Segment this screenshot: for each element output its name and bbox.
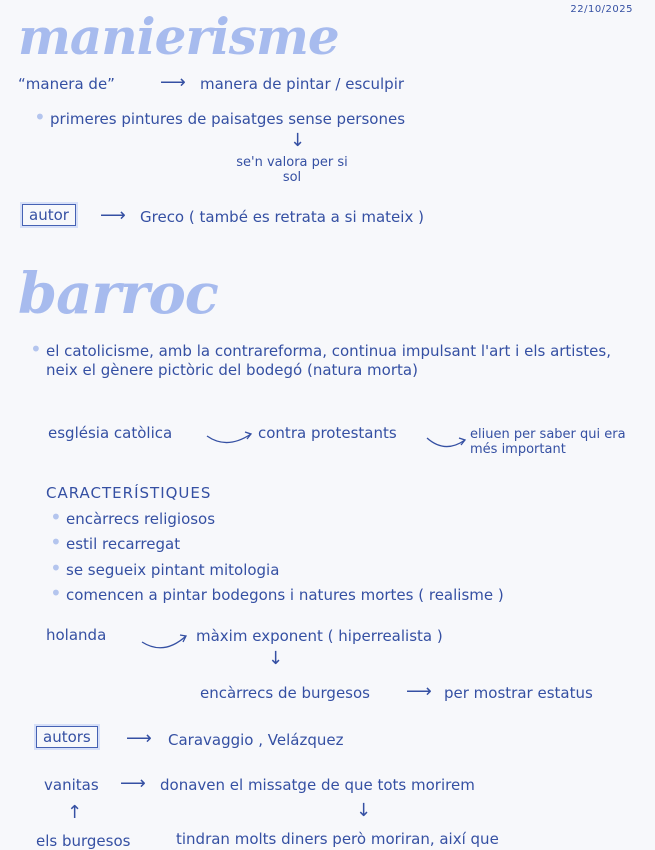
characteristic-item: • comencen a pintar bodegons i natures mortes ( realisme )	[66, 586, 504, 604]
autor-text: Greco ( també es retrata a si mateix )	[140, 208, 424, 226]
holanda-label: holanda	[46, 626, 107, 644]
vanitas-label: vanitas	[44, 776, 99, 794]
point-landscapes-sub: se'n valora per si sol	[236, 155, 348, 185]
bottom-text-b: tindran molts diners però moriran, així que	[176, 830, 499, 848]
autor-box	[22, 204, 76, 226]
section-title-manierisme: manierisme	[18, 7, 339, 66]
curved-arrow-icon	[140, 632, 190, 654]
autors-box	[36, 726, 98, 748]
definition-term: “manera de”	[18, 75, 115, 93]
definition-text: manera de pintar / esculpir	[200, 75, 405, 93]
autors-label: autors	[36, 726, 98, 748]
vanitas-text-b: donaven el missatge de que tots morirem	[160, 776, 475, 794]
holanda-text-c: encàrrecs de burgesos	[200, 684, 370, 702]
down-arrow-icon: ↓	[290, 130, 306, 151]
right-arrow-icon: ⟶	[160, 72, 186, 93]
right-arrow-icon: ⟶	[120, 773, 146, 794]
characteristic-item: • se segueix pintant mitologia	[66, 561, 279, 579]
bottom-text-a: els burgesos	[36, 832, 131, 850]
right-arrow-icon: ⟶	[406, 681, 432, 702]
characteristic-item: • encàrrecs religiosos	[66, 510, 215, 528]
church-text: església catòlica	[48, 424, 173, 442]
right-arrow-icon: ⟶	[100, 205, 126, 226]
date-label: 22/10/2025	[570, 4, 633, 15]
church-text-b: contra protestants	[258, 424, 397, 442]
barroc-intro: • el catolicisme, amb la contrareforma, continua impulsant l'art i els artistes, neix el gènere pictòric del bodegó (natura morta)	[46, 342, 621, 380]
holanda-text-b: màxim exponent ( hiperrealista )	[196, 627, 443, 645]
characteristic-item: • estil recarregat	[66, 535, 180, 553]
autors-text: Caravaggio , Velázquez	[168, 731, 344, 749]
point-landscapes: • primeres pintures de paisatges sense persones	[50, 110, 405, 128]
section-title-barroc: barroc	[18, 261, 218, 327]
down-arrow-icon: ↓	[268, 648, 284, 669]
curved-arrow-icon	[425, 432, 469, 452]
autor-label: autor	[22, 204, 76, 226]
church-text-c: eliuen per saber qui era més important	[470, 427, 626, 457]
up-arrow-icon: ↑	[67, 802, 83, 823]
curved-arrow-icon	[205, 428, 255, 448]
down-arrow-icon: ↓	[356, 800, 372, 821]
characteristics-heading: CARACTERÍSTIQUES	[46, 484, 212, 502]
right-arrow-icon: ⟶	[126, 728, 152, 749]
holanda-text-d: per mostrar estatus	[444, 684, 593, 702]
